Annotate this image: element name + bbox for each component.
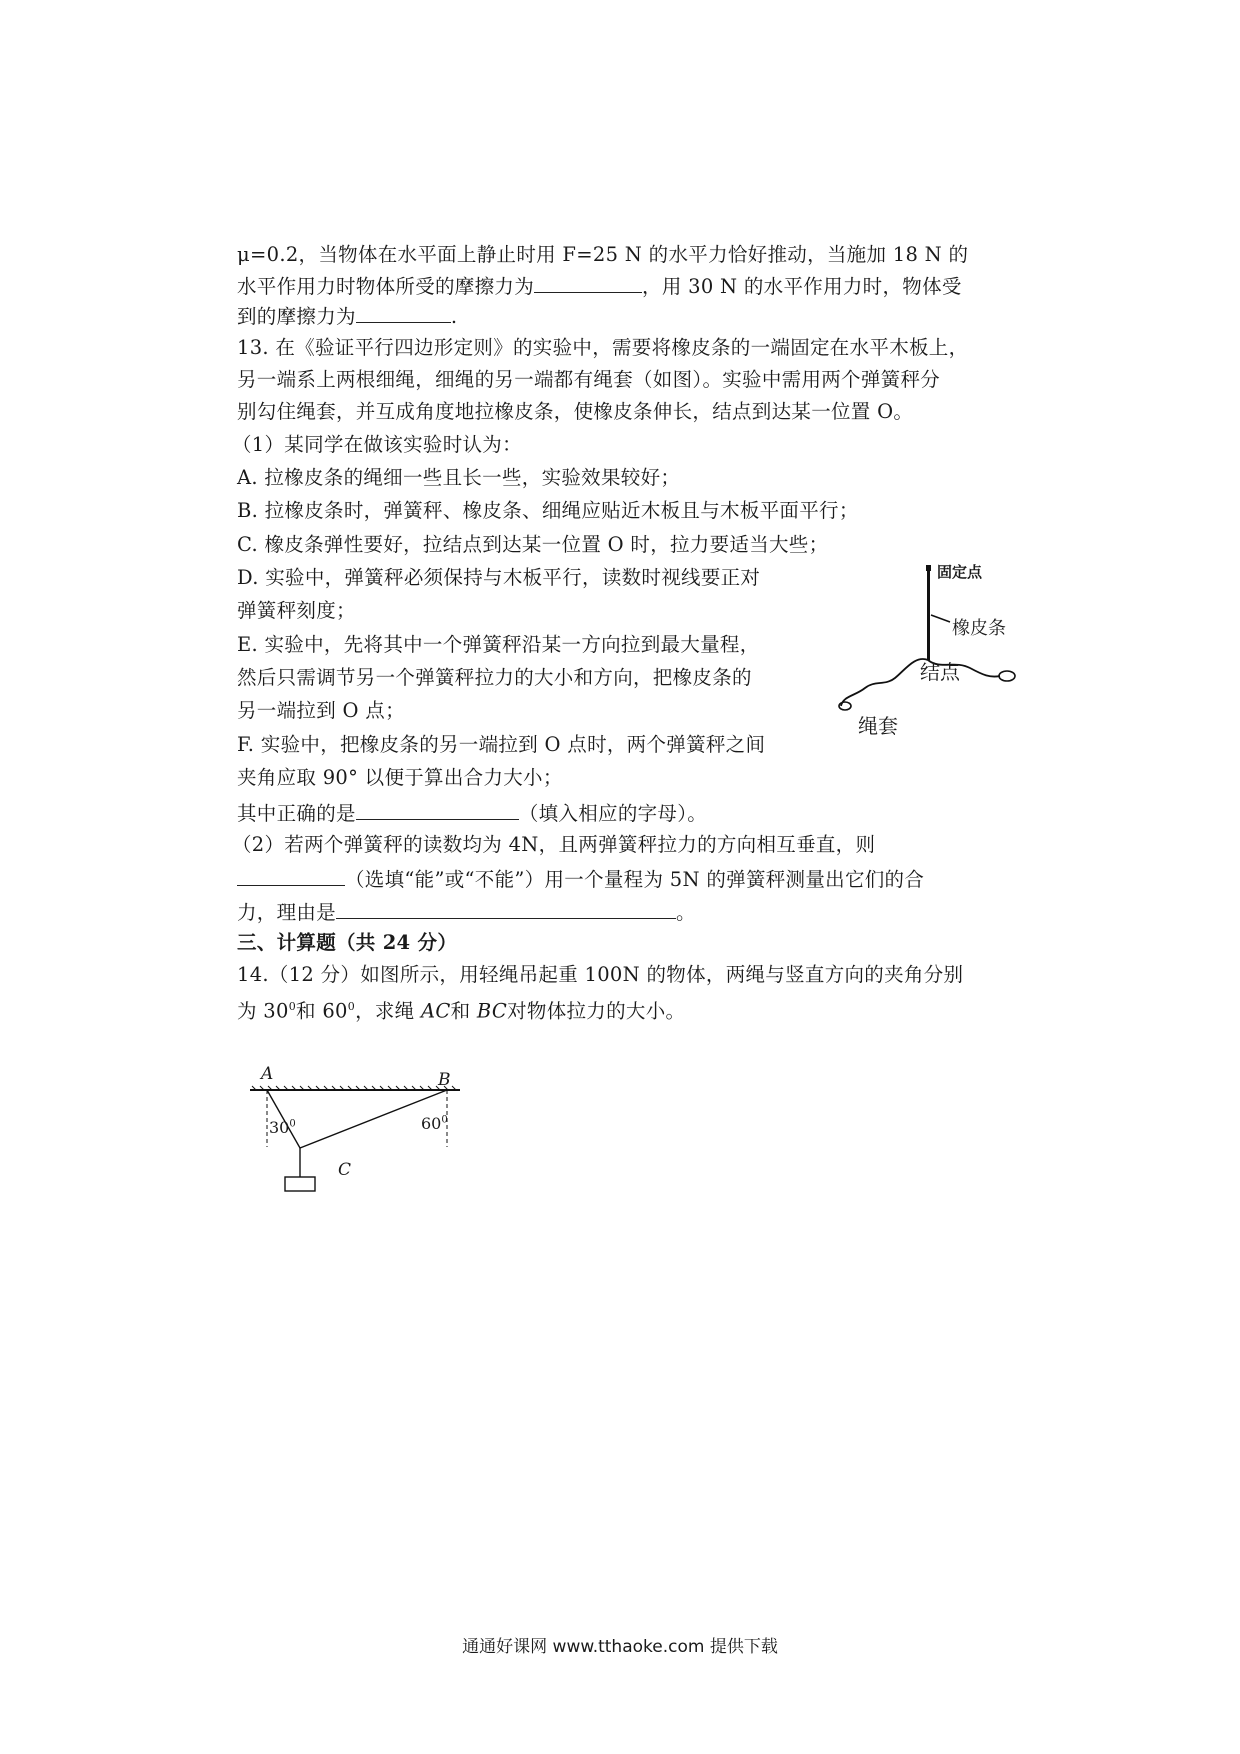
q12-text: . — [450, 305, 458, 328]
q12-text: 到的摩擦力为 — [237, 305, 356, 328]
point-c-label: C — [338, 1160, 352, 1180]
q14-text: 和 60 — [296, 999, 348, 1023]
q13-option-d-1: D. 实验中，弹簧秤必须保持与木板平行，读数时视线要正对 — [237, 566, 761, 589]
rubber-band-label: 橡皮条 — [952, 618, 1006, 639]
q14-text: 对物体拉力的大小。 — [507, 999, 686, 1023]
q13-option-c: C. 橡皮条弹性要好，拉结点到达某一位置 O 时，拉力要适当大些； — [237, 533, 829, 556]
q13-text: （选填“能”或“不能”）用一个量程为 5N 的弹簧秤测量出它们的合 — [345, 868, 925, 891]
q12-line-3 — [237, 300, 457, 332]
answer-blank[interactable] — [356, 300, 451, 323]
angle-60-deg: 0 — [441, 1114, 448, 1126]
q12-line-1: μ=0.2，当物体在水平面上静止时用 F=25 N 的水平力恰好推动，当施加 18 N 的 — [237, 243, 969, 266]
q13-text: 力，理由是 — [237, 901, 337, 924]
rubber-band-pointer — [931, 615, 950, 622]
q13-part-2-line-2 — [237, 863, 924, 895]
left-string — [841, 659, 928, 706]
angle-60-value: 60 — [421, 1114, 442, 1133]
q13-text: 。 — [676, 901, 696, 924]
q13-part-2-line-1: （2）若两个弹簧秤的读数均为 4N，且两弹簧秤拉力的方向相互垂直，则 — [232, 833, 876, 856]
answer-blank[interactable] — [336, 896, 676, 919]
q13-option-f-2: 夹角应取 90° 以便于算出合力大小； — [237, 766, 563, 789]
degree-sup: 0 — [347, 1000, 356, 1013]
answer-blank[interactable] — [237, 863, 345, 886]
left-loop — [839, 702, 851, 710]
q13-option-a: A. 拉橡皮条的绳细一些且长一些，实验效果较好； — [237, 466, 681, 489]
q14-text: ，求绳 — [355, 999, 421, 1023]
q12-line-2 — [237, 270, 962, 302]
angle-30-label — [269, 1118, 296, 1137]
loop-label: 绳套 — [858, 714, 898, 738]
right-loop — [999, 671, 1015, 681]
q13-intro-2: 另一端系上两根细绳，细绳的另一端都有绳套（如图）。实验中需用两个弹簧秤分 — [237, 368, 941, 391]
q14-text: 为 30 — [237, 999, 289, 1023]
q13-option-f-1: F. 实验中，把橡皮条的另一端拉到 O 点时，两个弹簧秤之间 — [237, 733, 766, 756]
degree-sup: 0 — [288, 1000, 297, 1013]
q13-option-b: B. 拉橡皮条时，弹簧秤、橡皮条、细绳应贴近木板且与木板平面平行； — [237, 499, 859, 522]
q13-option-d-2: 弹簧秤刻度； — [237, 599, 356, 622]
angle-30-deg: 0 — [289, 1118, 296, 1130]
q13-text: （填入相应的字母）。 — [518, 802, 708, 825]
angle-60-label — [421, 1114, 448, 1133]
q13-part-2-line-3 — [237, 896, 696, 928]
q13-text: 其中正确的是 — [237, 802, 356, 825]
point-a-label: A — [261, 1064, 274, 1084]
point-b-label: B — [438, 1070, 451, 1090]
q12-text: 水平作用力时物体所受的摩擦力为 — [237, 275, 535, 298]
q13-option-e-1: E. 实验中，先将其中一个弹簧秤沿某一方向拉到最大量程， — [237, 633, 760, 656]
q14-text: 和 — [450, 999, 477, 1023]
rubber-band-figure — [835, 560, 1035, 730]
q13-option-e-3: 另一端拉到 O 点； — [237, 699, 405, 722]
weight-block — [285, 1177, 315, 1191]
answer-blank[interactable] — [534, 270, 642, 293]
rope-ac: AC — [420, 999, 451, 1023]
angle-30-value: 30 — [269, 1118, 290, 1137]
q14-line-2 — [237, 992, 685, 1027]
q13-part-1: （1）某同学在做该实验时认为： — [232, 433, 522, 456]
answer-blank[interactable] — [356, 797, 519, 820]
q14-line-1: 14.（12 分）如图所示，用轻绳吊起重 100N 的物体，两绳与竖直方向的夹角分别 — [237, 963, 964, 986]
rope-bc: BC — [476, 999, 508, 1023]
q13-correct-line — [237, 797, 707, 829]
page-footer: 通通好课网 www.tthaoke.com 提供下载 — [462, 1637, 778, 1657]
q13-option-e-2: 然后只需调节另一个弹簧秤拉力的大小和方向，把橡皮条的 — [237, 666, 752, 689]
q12-text: ，用 30 N 的水平作用力时，物体受 — [642, 275, 962, 298]
fixed-point-label: 固定点 — [937, 563, 983, 581]
q13-intro-1: 13. 在《验证平行四边形定则》的实验中，需要将橡皮条的一端固定在水平木板上， — [237, 336, 969, 359]
section-3-title: 三、计算题（共 24 分） — [237, 931, 458, 954]
knot-label: 结点 — [920, 660, 960, 684]
q13-intro-3: 别勾住绳套，并互成角度地拉橡皮条，使橡皮条伸长，结点到达某一位置 O。 — [237, 400, 914, 423]
